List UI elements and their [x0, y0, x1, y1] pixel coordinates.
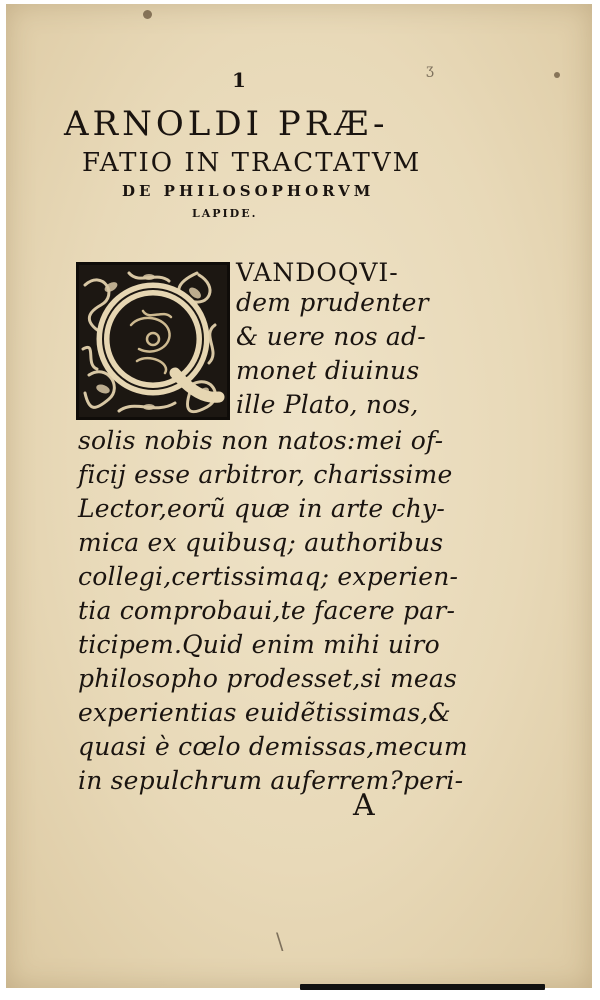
- text-line: Lector,eorũ quæ in arte chy-: [78, 494, 446, 523]
- text-line: experientias euidẽtissimas,&: [78, 698, 451, 727]
- heading-line-2: FATIO IN TRACTATVM: [82, 148, 422, 178]
- page-mark: ʒ: [426, 62, 434, 78]
- folio-number: 1: [232, 68, 246, 92]
- text-line: quasi è cœlo demissas,mecum: [78, 732, 468, 761]
- text-line: in sepulchrum auferrem?peri-: [78, 766, 464, 795]
- text-line: & uere nos ad-: [236, 322, 426, 351]
- ink-spot: [143, 10, 152, 19]
- text-line: ille Plato, nos,: [236, 390, 419, 419]
- heading-line-1: ARNOLDI PRÆ-: [64, 104, 389, 144]
- heading-line-3: DE PHILOSOPHORVM: [122, 182, 375, 200]
- page-mark: \: [276, 930, 284, 955]
- text-line: philosopho prodesset,si meas: [78, 664, 457, 693]
- text-line: collegi,certissimaq; experien-: [78, 562, 459, 591]
- page-edge-shadow: [300, 984, 545, 990]
- book-page: [6, 4, 592, 988]
- ink-spot: [554, 72, 560, 78]
- text-line: tia comprobaui,te facere par-: [78, 596, 456, 625]
- signature-mark: A: [353, 788, 375, 823]
- text-line: dem prudenter: [236, 288, 429, 317]
- text-line: ticipem.Quid enim mihi uiro: [78, 630, 440, 659]
- text-line: mica ex quibusq; authoribus: [78, 528, 444, 557]
- text-line: VANDOQVI-: [236, 258, 399, 287]
- text-line: solis nobis non natos:mei of-: [78, 426, 444, 455]
- foliage-ornament-icon: [79, 265, 227, 417]
- text-line: ficij esse arbitror, charissime: [78, 460, 453, 489]
- text-line: monet diuinus: [236, 356, 420, 385]
- heading-line-4: LAPIDE.: [192, 207, 258, 220]
- decorated-initial: [76, 262, 230, 420]
